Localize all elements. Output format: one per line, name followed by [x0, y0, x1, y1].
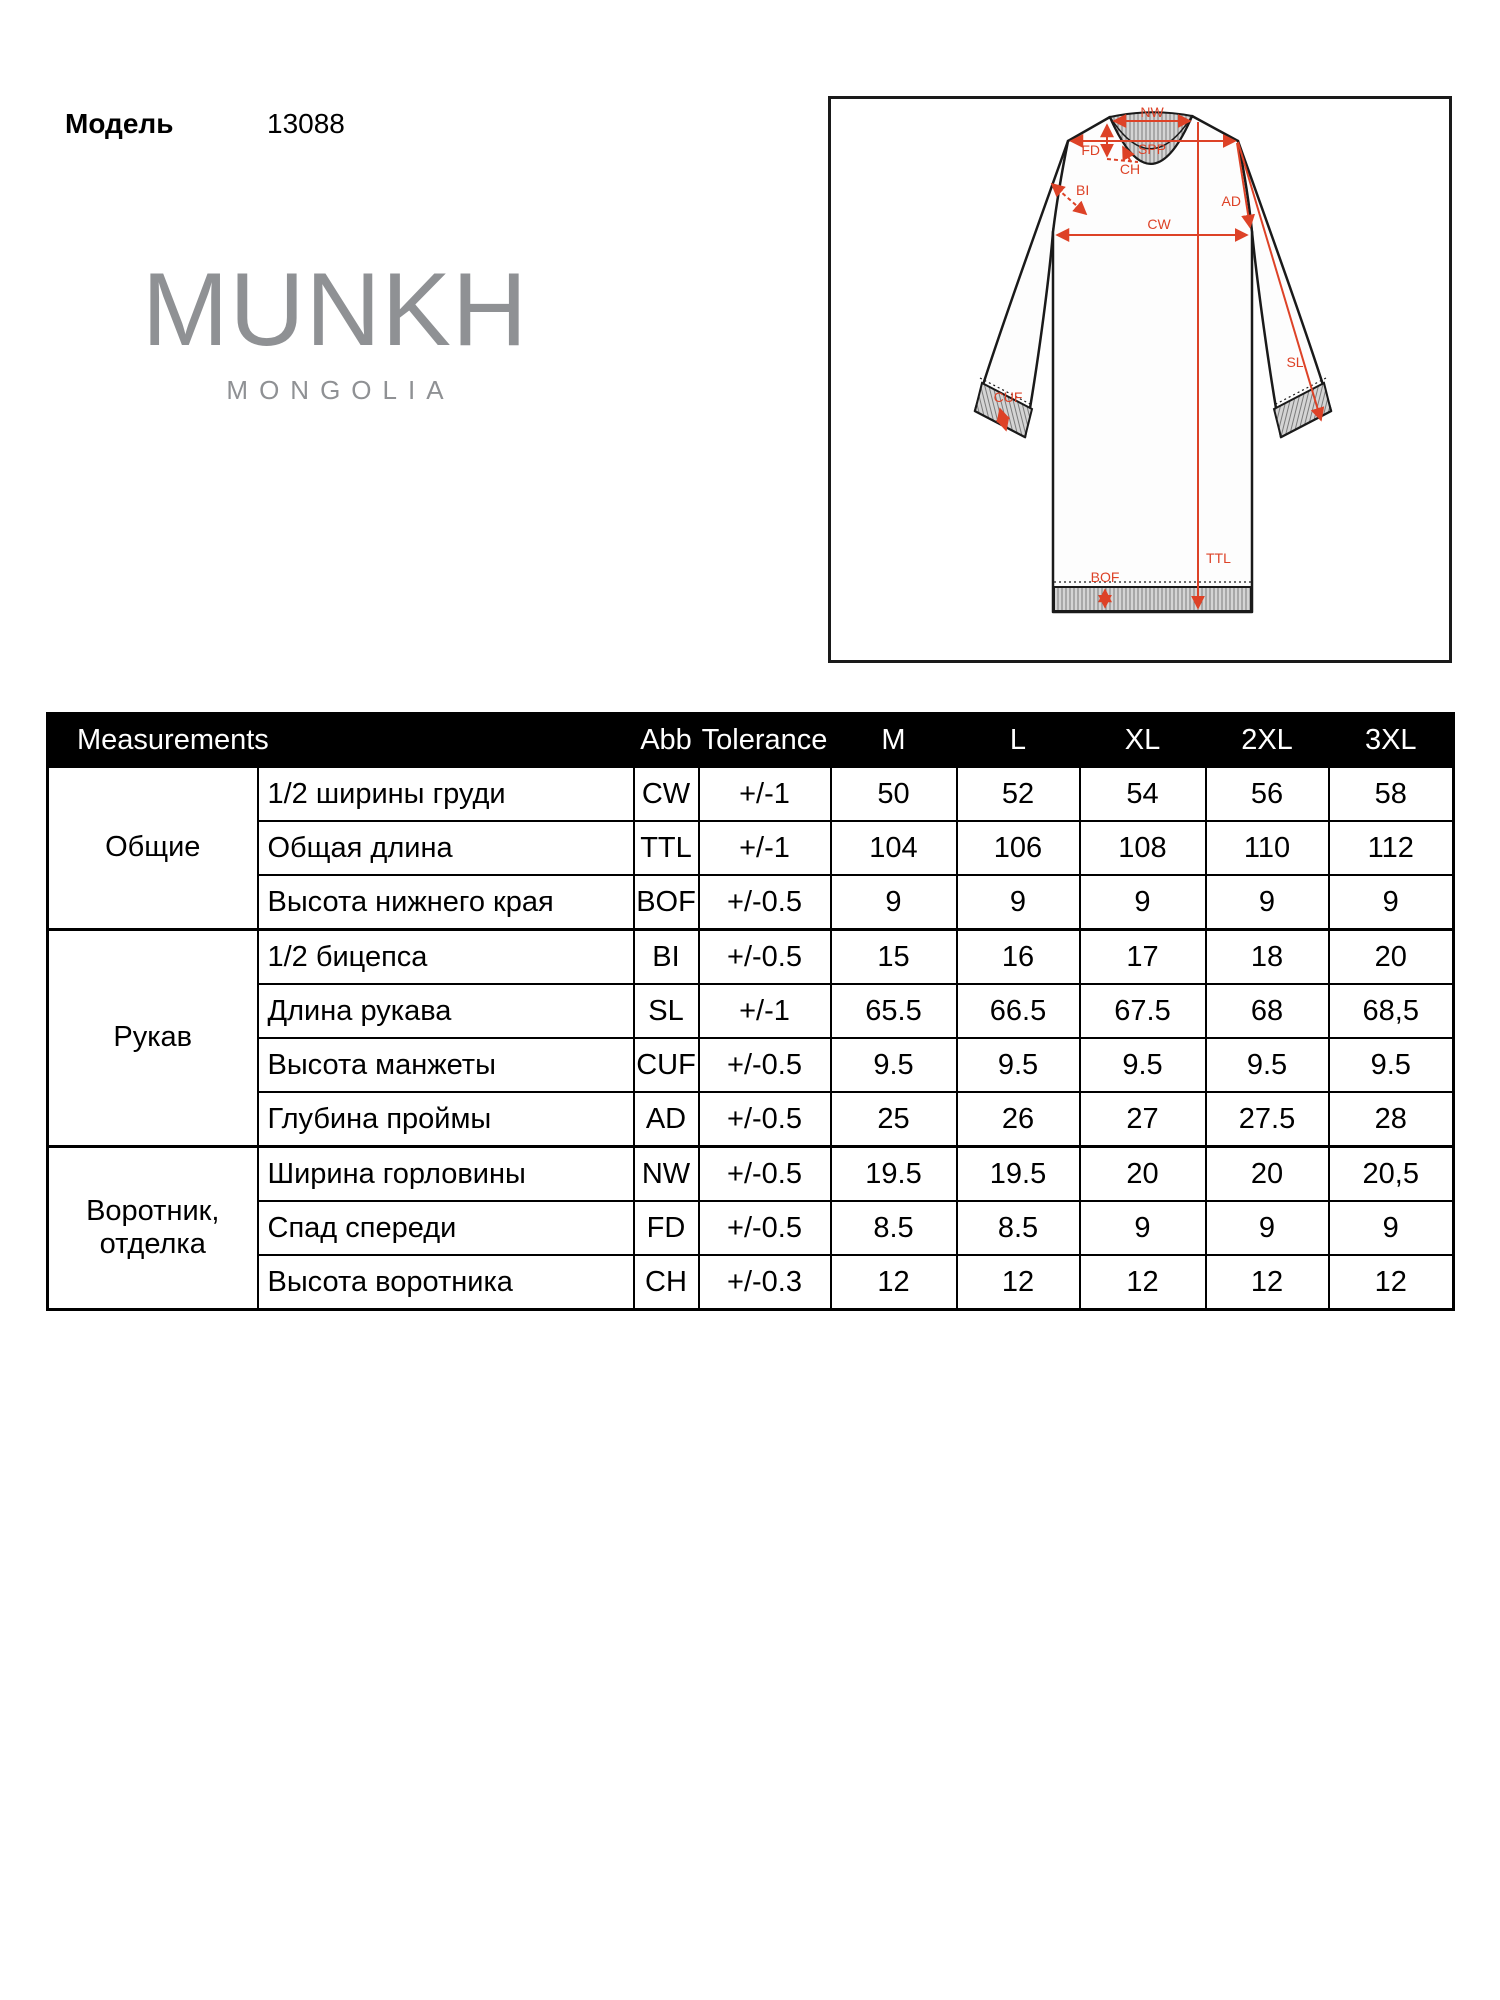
- column-header-m: M: [831, 714, 957, 767]
- size-value-cell-l: 106: [957, 821, 1080, 875]
- table-row-ad: [48, 1092, 1454, 1147]
- tolerance-cell: +/-0.5: [699, 1092, 831, 1147]
- dim-cuf-label: CUF: [993, 389, 1023, 405]
- column-header-abb: Abb: [634, 714, 699, 767]
- abbreviation-cell: CUF: [634, 1038, 699, 1092]
- model-label: Модель: [65, 108, 174, 139]
- size-value-cell-2xl: 56: [1206, 767, 1329, 822]
- size-value-cell-xl: 9.5: [1080, 1038, 1206, 1092]
- size-value-cell-m: 25: [831, 1092, 957, 1147]
- size-value-cell-3xl: 20,5: [1329, 1147, 1454, 1202]
- size-value-cell-m: 8.5: [831, 1201, 957, 1255]
- size-value-cell-2xl: 9: [1206, 875, 1329, 930]
- measurement-name-cell: Ширина горловины: [258, 1147, 634, 1202]
- brand-tagline: MONGOLIA: [226, 375, 455, 405]
- tolerance-cell: +/-1: [699, 767, 831, 822]
- column-header-2xl: 2XL: [1206, 714, 1329, 767]
- table-row-ch: [48, 1255, 1454, 1310]
- table-row-cw: [48, 767, 1454, 822]
- column-header-measurements: Measurements: [48, 714, 634, 767]
- size-value-cell-xl: 17: [1080, 930, 1206, 985]
- tolerance-cell: +/-0.3: [699, 1255, 831, 1310]
- tolerance-cell: +/-0.5: [699, 1038, 831, 1092]
- abbreviation-cell: AD: [634, 1092, 699, 1147]
- size-value-cell-l: 12: [957, 1255, 1080, 1310]
- garment-hem-band: [1054, 587, 1251, 611]
- abbreviation-cell: NW: [634, 1147, 699, 1202]
- size-value-cell-l: 19.5: [957, 1147, 1080, 1202]
- size-value-cell-2xl: 68: [1206, 984, 1329, 1038]
- measurement-name-cell: Высота нижнего края: [258, 875, 634, 930]
- size-value-cell-3xl: 112: [1329, 821, 1454, 875]
- size-value-cell-l: 52: [957, 767, 1080, 822]
- measurement-name-cell: Высота манжеты: [258, 1038, 634, 1092]
- abbreviation-cell: CW: [634, 767, 699, 822]
- table-head: [48, 714, 1454, 767]
- measurement-name-cell: 1/2 бицепса: [258, 930, 634, 985]
- table-row-nw: [48, 1147, 1454, 1202]
- table-row-bi: [48, 930, 1454, 985]
- size-value-cell-3xl: 9.5: [1329, 1038, 1454, 1092]
- abbreviation-cell: BI: [634, 930, 699, 985]
- brand-block: [95, 252, 575, 406]
- size-value-cell-m: 19.5: [831, 1147, 957, 1202]
- dim-nw-label: NW: [1140, 104, 1164, 120]
- size-value-cell-m: 104: [831, 821, 957, 875]
- dim-bi-label: BI: [1076, 182, 1090, 198]
- size-value-cell-2xl: 27.5: [1206, 1092, 1329, 1147]
- size-value-cell-xl: 67.5: [1080, 984, 1206, 1038]
- tolerance-cell: +/-0.5: [699, 1147, 831, 1202]
- size-value-cell-l: 16: [957, 930, 1080, 985]
- measurement-name-cell: Спад спереди: [258, 1201, 634, 1255]
- size-value-cell-3xl: 58: [1329, 767, 1454, 822]
- dim-ad-label: AD: [1221, 193, 1241, 209]
- abbreviation-cell: CH: [634, 1255, 699, 1310]
- size-value-cell-xl: 9: [1080, 1201, 1206, 1255]
- tolerance-cell: +/-1: [699, 821, 831, 875]
- size-value-cell-2xl: 20: [1206, 1147, 1329, 1202]
- size-value-cell-l: 26: [957, 1092, 1080, 1147]
- table-row-bof: [48, 875, 1454, 930]
- dim-bof-label: BOF: [1090, 569, 1120, 585]
- model-number: 13088: [267, 108, 345, 139]
- group-cell-3: Воротник, отделка: [48, 1147, 258, 1310]
- table-header-row: [48, 714, 1454, 767]
- abbreviation-cell: SL: [634, 984, 699, 1038]
- dim-sl-label: SL: [1286, 354, 1304, 370]
- size-value-cell-l: 66.5: [957, 984, 1080, 1038]
- measurement-name-cell: 1/2 ширины груди: [258, 767, 634, 822]
- size-value-cell-3xl: 12: [1329, 1255, 1454, 1310]
- column-header-3xl: 3XL: [1329, 714, 1454, 767]
- dim-spp-label: SPP: [1137, 141, 1167, 157]
- size-value-cell-xl: 108: [1080, 821, 1206, 875]
- column-header-l: L: [957, 714, 1080, 767]
- abbreviation-cell: FD: [634, 1201, 699, 1255]
- table-row-fd: [48, 1201, 1454, 1255]
- size-value-cell-l: 9.5: [957, 1038, 1080, 1092]
- table-row-ttl: [48, 821, 1454, 875]
- tolerance-cell: +/-0.5: [699, 930, 831, 985]
- measurement-name-cell: Глубина проймы: [258, 1092, 634, 1147]
- dim-ttl-label: TTL: [1206, 550, 1231, 566]
- size-value-cell-2xl: 18: [1206, 930, 1329, 985]
- size-value-cell-m: 15: [831, 930, 957, 985]
- size-value-cell-2xl: 110: [1206, 821, 1329, 875]
- size-value-cell-m: 65.5: [831, 984, 957, 1038]
- size-value-cell-3xl: 9: [1329, 1201, 1454, 1255]
- tolerance-cell: +/-1: [699, 984, 831, 1038]
- group-cell-1: Общие: [48, 767, 258, 930]
- column-header-tolerance: Tolerance: [699, 714, 831, 767]
- measurement-name-cell: Длина рукава: [258, 984, 634, 1038]
- size-value-cell-3xl: 28: [1329, 1092, 1454, 1147]
- size-value-cell-xl: 9: [1080, 875, 1206, 930]
- dim-ch-label: CH: [1119, 161, 1141, 177]
- measurements-table: [46, 712, 1455, 1311]
- size-value-cell-m: 9.5: [831, 1038, 957, 1092]
- size-value-cell-xl: 12: [1080, 1255, 1206, 1310]
- abbreviation-cell: TTL: [634, 821, 699, 875]
- brand-logo: MUNKH: [141, 252, 529, 368]
- abbreviation-cell: BOF: [634, 875, 699, 930]
- tolerance-cell: +/-0.5: [699, 1201, 831, 1255]
- table-body: [48, 767, 1454, 1310]
- tolerance-cell: +/-0.5: [699, 875, 831, 930]
- table-row-sl: [48, 984, 1454, 1038]
- size-value-cell-3xl: 68,5: [1329, 984, 1454, 1038]
- size-value-cell-3xl: 9: [1329, 875, 1454, 930]
- size-value-cell-xl: 54: [1080, 767, 1206, 822]
- dim-fd-label: FD: [1081, 142, 1100, 158]
- size-value-cell-2xl: 9.5: [1206, 1038, 1329, 1092]
- dim-cw-label: CW: [1147, 216, 1171, 232]
- size-value-cell-2xl: 12: [1206, 1255, 1329, 1310]
- column-header-xl: XL: [1080, 714, 1206, 767]
- garment-diagram: [828, 96, 1452, 663]
- size-value-cell-m: 9: [831, 875, 957, 930]
- size-value-cell-m: 50: [831, 767, 957, 822]
- group-cell-2: Рукав: [48, 930, 258, 1147]
- table-row-cuf: [48, 1038, 1454, 1092]
- size-value-cell-m: 12: [831, 1255, 957, 1310]
- measurement-name-cell: Высота воротника: [258, 1255, 634, 1310]
- size-value-cell-l: 8.5: [957, 1201, 1080, 1255]
- size-value-cell-xl: 27: [1080, 1092, 1206, 1147]
- size-value-cell-xl: 20: [1080, 1147, 1206, 1202]
- measurement-name-cell: Общая длина: [258, 821, 634, 875]
- size-value-cell-2xl: 9: [1206, 1201, 1329, 1255]
- size-value-cell-l: 9: [957, 875, 1080, 930]
- size-value-cell-3xl: 20: [1329, 930, 1454, 985]
